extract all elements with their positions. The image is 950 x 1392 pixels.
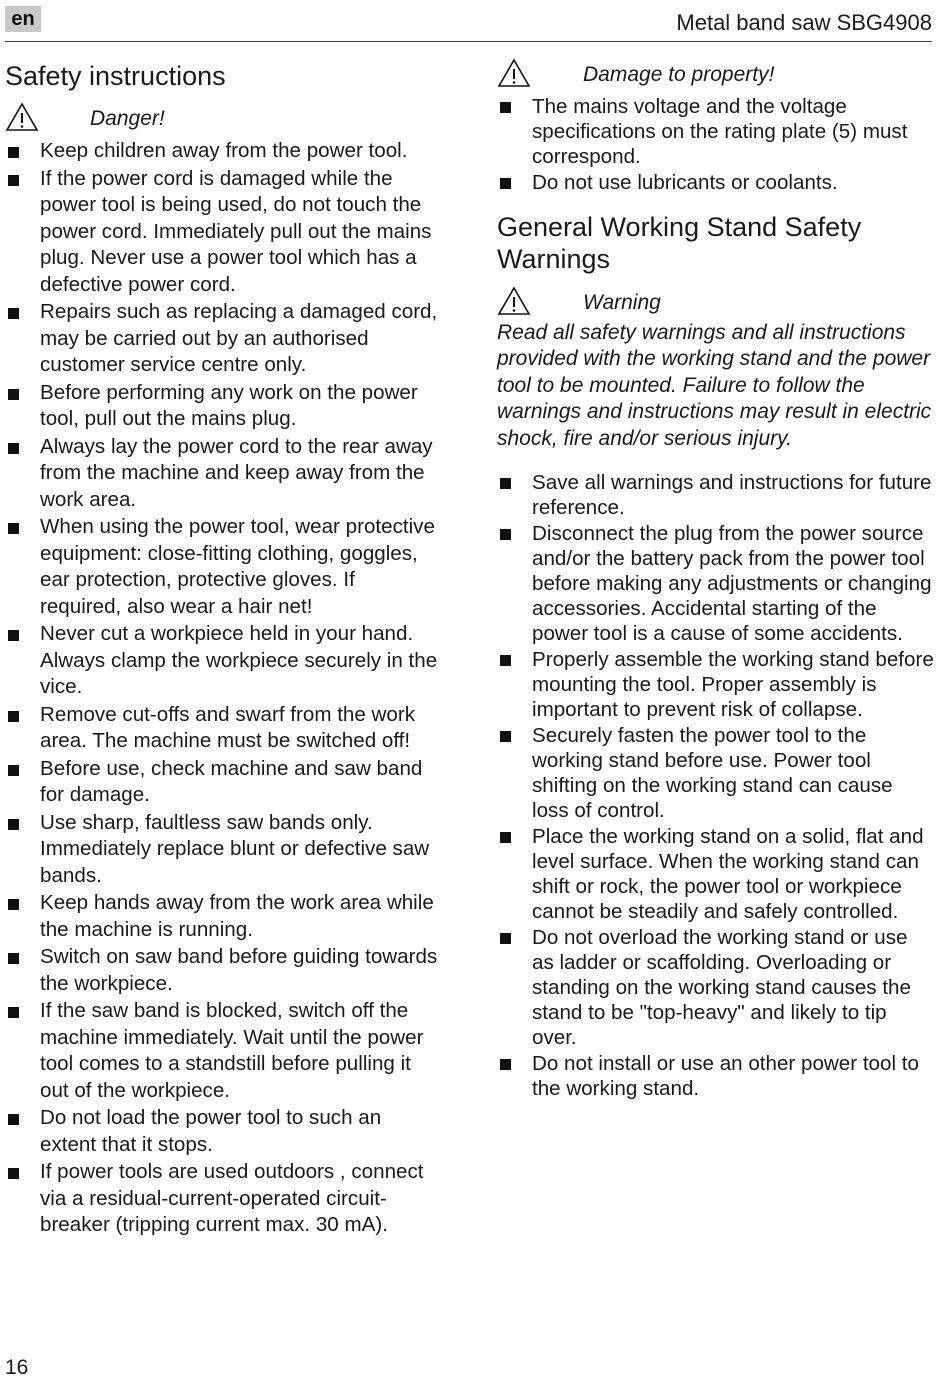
list-item-text: Use sharp, faultless saw bands only. Immediately replace blunt or defective saw bands. [40, 810, 430, 887]
list-item-text: Do not load the power tool to such an extent that it stops. [40, 1106, 382, 1156]
bullet-icon [500, 655, 511, 666]
list-item [497, 925, 934, 1050]
list-item-text: Never cut a workpiece held in your hand. Always clamp the workpiece securely in the vice. [40, 622, 438, 699]
bullet-icon [8, 819, 19, 830]
bullet-icon [500, 933, 511, 944]
bullet-icon [500, 178, 511, 189]
list-item [5, 890, 440, 943]
language-tab: en [5, 6, 41, 32]
list-item [5, 621, 440, 701]
header-divider [5, 41, 932, 42]
list-item [497, 824, 934, 924]
list-item-text: If the saw band is blocked, switch off the machine immediately. Wait until the power tool comes to a standstill before pulling it out of the workpiece. [40, 999, 424, 1102]
list-item [497, 647, 934, 722]
bullet-icon [500, 832, 511, 843]
list-item [5, 166, 440, 299]
safety-list [5, 138, 440, 1239]
warning-intro: Read all safety warnings and all instructions provided with the working stand and the power tool to be mounted. Failure to follow the warnings and instructions may result in electric shock, fire and/or serious injury. [497, 320, 932, 450]
list-item [497, 470, 934, 520]
bullet-icon [8, 711, 19, 722]
bullet-icon [500, 102, 511, 113]
list-item-text: Do not overload the working stand or use as ladder or scaffolding. Overloading or standing on the working stand causes the stand to be "top-heavy" and likely to tip over. [532, 926, 911, 1050]
warning-callout [497, 286, 934, 322]
bullet-icon [8, 1007, 19, 1018]
section-heading-safety: Safety instructions [5, 61, 226, 91]
bullet-icon [8, 523, 19, 534]
document-title: Metal band saw SBG4908 [676, 10, 932, 35]
list-item [5, 380, 440, 433]
list-item [5, 138, 440, 165]
list-item-text: Securely fasten the power tool to the working stand before use. Power tool shifting on the working stand can cause loss of control. [532, 724, 893, 823]
list-item [5, 1159, 440, 1239]
left-column [5, 58, 440, 1240]
working-stand-list [497, 470, 934, 1101]
list-item-text: Place the working stand on a solid, flat and level surface. When the working stand can shift or rock, the power tool or workpiece cannot be steadily and safely controlled. [532, 825, 924, 924]
bullet-icon [8, 899, 19, 910]
list-item-text: If power tools are used outdoors , connect via a residual-current-operated circuit-breaker (tripping current max. 30 mA). [40, 1160, 424, 1237]
list-item [5, 702, 440, 755]
callout-title: Damage to property! [583, 63, 775, 86]
bullet-icon [8, 953, 19, 964]
right-column [497, 58, 934, 1102]
bullet-icon [500, 478, 511, 489]
bullet-icon [8, 765, 19, 776]
list-item [5, 514, 440, 620]
warning-triangle-icon [497, 286, 531, 316]
list-item-text: Repairs such as replacing a damaged cord, may be carried out by an authorised customer service centre only. [40, 300, 438, 377]
list-item [5, 810, 440, 890]
bullet-icon [8, 308, 19, 319]
bullet-icon [8, 389, 19, 400]
bullet-icon [8, 1114, 19, 1125]
list-item-text: The mains voltage and the voltage specifications on the rating plate (5) must correspond. [532, 95, 908, 168]
list-item-text: Always lay the power cord to the rear away from the machine and keep away from the work area. [40, 434, 433, 511]
bullet-icon [500, 1059, 511, 1070]
list-item-text: Do not install or use an other power tool to the working stand. [532, 1052, 919, 1101]
list-item [497, 1051, 934, 1101]
property-list [497, 94, 934, 195]
bullet-icon [8, 175, 19, 186]
list-item [497, 170, 934, 195]
list-item-text: Do not use lubricants or coolants. [532, 171, 838, 194]
list-item-text: Save all warnings and instructions for future reference. [532, 471, 932, 520]
list-item [5, 756, 440, 809]
callout-title: Danger! [90, 107, 165, 131]
damage-callout [497, 58, 934, 94]
list-item-text: If the power cord is damaged while the power tool is being used, do not touch the power cord. Immediately pull out the mains plug. Never use a power tool which has a defective power cord. [40, 166, 432, 296]
list-item [5, 1105, 440, 1158]
list-item [497, 723, 934, 823]
list-item-text: Disconnect the plug from the power source and/or the battery pack from the power tool before making any adjustments or changing accessories. Accidental starting of the power tool is a cause of some accidents. [532, 522, 932, 646]
list-item-text: When using the power tool, wear protective equipment: close-fitting clothing, goggles, ear protection, protective gloves. If required, also wear a hair net! [40, 515, 435, 618]
list-item-text: Properly assemble the working stand before mounting the tool. Proper assembly is important to prevent risk of collapse. [532, 648, 934, 722]
bullet-icon [8, 443, 19, 454]
bullet-icon [8, 630, 19, 641]
list-item [497, 521, 934, 646]
bullet-icon [8, 1168, 19, 1179]
list-item-text: Before performing any work on the power tool, pull out the mains plug. [40, 380, 418, 431]
list-item [497, 94, 934, 169]
warning-triangle-icon [497, 58, 531, 88]
list-item-text: Before use, check machine and saw band for damage. [40, 756, 423, 807]
callout-title: Warning [583, 290, 661, 314]
list-item-text: Switch on saw band before guiding towards the workpiece. [40, 945, 438, 995]
danger-callout [5, 102, 440, 138]
page-number: 16 [5, 1356, 29, 1379]
list-item-text: Keep hands away from the work area while the machine is running. [40, 891, 434, 941]
bullet-icon [500, 529, 511, 540]
bullet-icon [8, 147, 19, 158]
bullet-icon [500, 731, 511, 742]
list-item [5, 944, 440, 997]
warning-triangle-icon [5, 102, 39, 132]
section-heading-working-stand: General Working Stand Safety Warnings [497, 212, 862, 275]
list-item-text: Remove cut-offs and swarf from the work area. The machine must be switched off! [40, 702, 416, 753]
list-item [5, 434, 440, 514]
list-item [5, 998, 440, 1104]
list-item [5, 299, 440, 379]
list-item-text: Keep children away from the power tool. [40, 139, 408, 163]
